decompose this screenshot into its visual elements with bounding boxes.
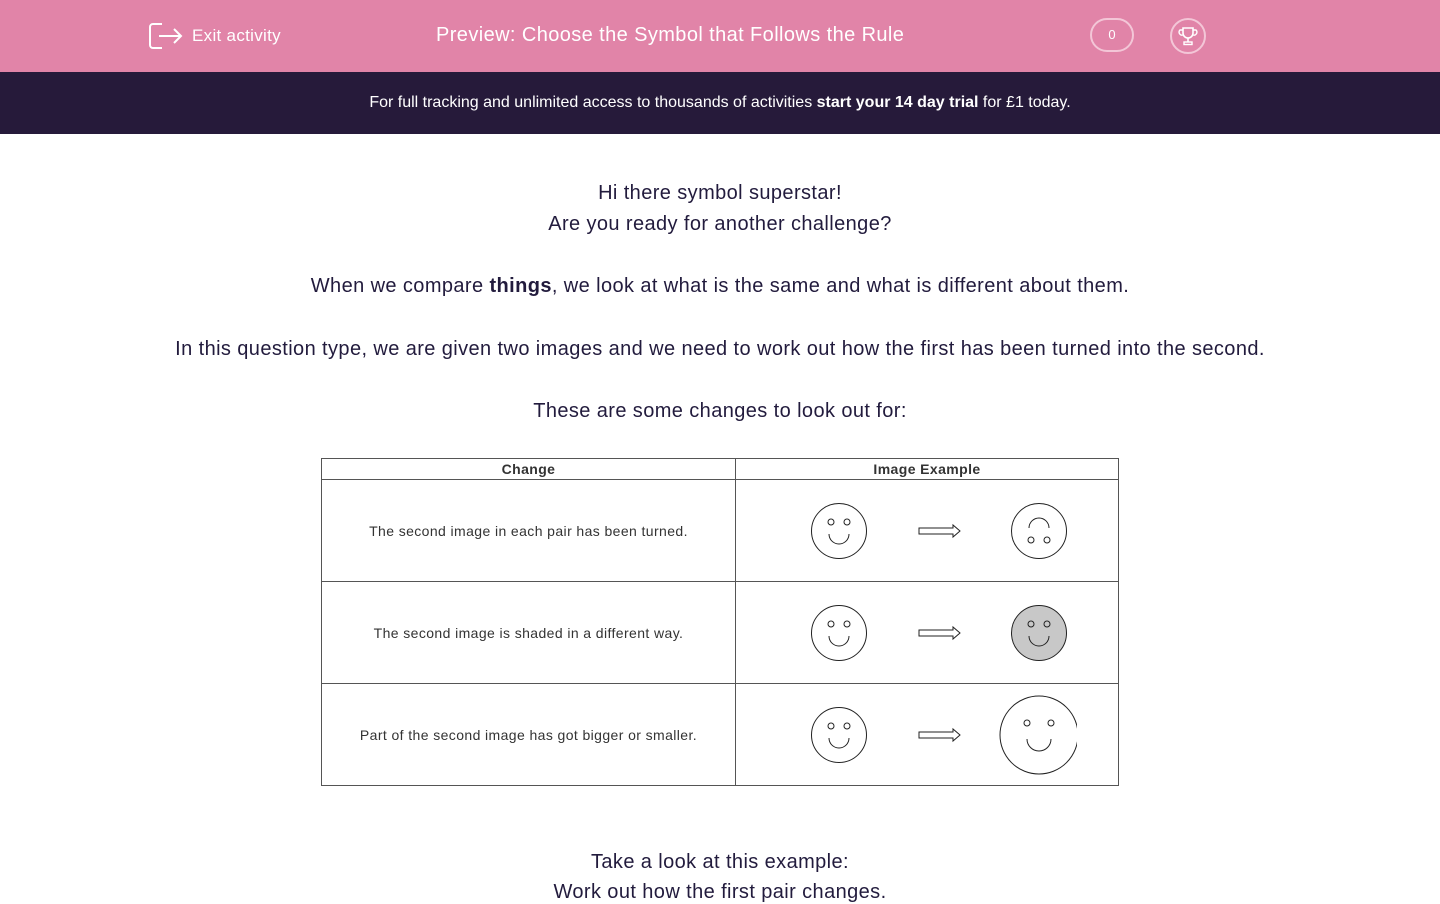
challenge-line: Are you ready for another challenge? [548, 213, 892, 235]
arrow-right-icon [919, 627, 960, 639]
compare-bold-word: things [489, 275, 552, 297]
table-row [322, 480, 1119, 582]
changes-table [321, 458, 1119, 786]
exit-icon [148, 20, 184, 52]
change-description: The second image is shaded in a different way. [322, 582, 736, 684]
shaded-example-figure [777, 593, 1077, 673]
compare-text-after: , we look at what is the same and what is different about them. [551, 275, 1130, 297]
smiley-rotated-icon [1012, 503, 1067, 558]
header-image-example: Image Example [736, 459, 1119, 480]
trophy-button[interactable] [1170, 18, 1206, 54]
arrow-right-icon [919, 729, 960, 741]
top-bar [0, 0, 1440, 72]
compare-text-before: When we compare [310, 275, 490, 297]
change-description: The second image in each pair has been turned. [322, 480, 736, 582]
table-row [322, 684, 1119, 786]
exit-activity-button[interactable] [148, 20, 281, 52]
image-example-rotated [736, 480, 1119, 582]
trial-banner [0, 72, 1440, 134]
table-row [322, 582, 1119, 684]
example-instruction: Work out how the first pair changes. [553, 881, 887, 903]
smiley-original-icon [812, 605, 867, 660]
smiley-bigger-icon [1000, 696, 1077, 774]
banner-text-before: For full tracking and unlimited access to thousands of activities [369, 94, 817, 111]
compare-paragraph [0, 275, 1440, 298]
trial-link[interactable]: start your 14 day trial [816, 94, 979, 111]
table-header-row [322, 459, 1119, 480]
rotated-example-figure [777, 491, 1077, 571]
example-intro: Take a look at this example: [591, 851, 849, 873]
image-example-shaded [736, 582, 1119, 684]
smiley-original-icon [812, 503, 867, 558]
question-type-paragraph: In this question type, we are given two images and we need to work out how the first has been turned into the second. [175, 338, 1265, 360]
bigger-example-figure [777, 689, 1077, 781]
page-title: Preview: Choose the Symbol that Follows the Rule [436, 24, 905, 46]
image-example-bigger [736, 684, 1119, 786]
exit-activity-label: Exit activity [192, 26, 281, 45]
smiley-original-icon [812, 707, 867, 762]
changes-intro: These are some changes to look out for: [533, 400, 907, 422]
change-description: Part of the second image has got bigger or smaller. [322, 684, 736, 786]
trophy-icon [1177, 25, 1199, 47]
greeting-line: Hi there symbol superstar! [598, 182, 842, 204]
score-badge: 0 [1090, 18, 1134, 52]
smiley-shaded-icon [1012, 605, 1067, 660]
banner-text-after: for £1 today. [978, 94, 1071, 111]
header-change: Change [322, 459, 736, 480]
arrow-right-icon [919, 525, 960, 537]
